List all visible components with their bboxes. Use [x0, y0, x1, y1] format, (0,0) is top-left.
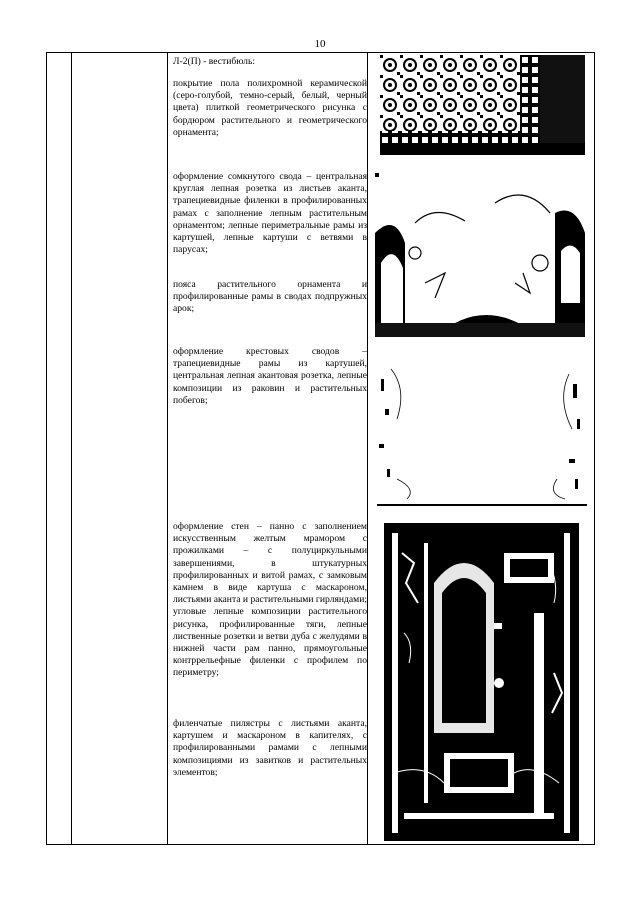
wall-panel-photo: [384, 523, 579, 841]
paragraph-floor: покрытие пола полихромной керамической (серо-голубой, темно-серый, белый, черный цвета) плиткой геометрического рисунка с бордюром растительного и геометрического орнамента;: [173, 78, 367, 138]
paragraph-cross-vaults: оформление крестовых сводов – трапециевидные рамы из картушей, центральная лепная акантовая розетка, лепные композиции из раковин и растительных побегов;: [173, 346, 367, 406]
section-title: Л-2(П) - вестибюль:: [173, 56, 256, 67]
column-divider: [167, 53, 168, 844]
paragraph-vault: оформление сомкнутого свода – центральная круглая лепная розетка из листьев аканта, трапециевидные филенки в профилированных рамах с заполнение лепным растительным орнаментом; лепные периметральные рамы из картушей, лепные картуши с ветвями в парусах;: [173, 171, 367, 256]
paragraph-walls: оформление стен – панно с заполнением искусственным желтым мрамором с прожилками – с полуциркульными завершениями, в штукатурных профилированных и витой рамах, с замковым камнем в виде картуша с маскароном, листьями аканта и растительными гирляндами; угловые лепные композиции растительного рисунка, профилированные тяги, лепные лиственные розетки и ветви дуба с желудями в нижней части рам панно, прямоугольные контррельефные филенки с профилем по периметру;: [173, 521, 367, 679]
table: [46, 52, 595, 845]
page-number: 10: [314, 38, 326, 50]
column-divider: [71, 53, 72, 844]
floor-tile-photo: [380, 55, 585, 155]
paragraph-arches: пояса растительного орнамента и профилированные рамы в сводах подпружных арок;: [173, 279, 367, 315]
paragraph-pilasters: филенчатые пилястры с листьями аканта, картушем и маскароном в капителях, с профилированными рамами с лепными композициями из завитков и растительных элементов;: [173, 718, 367, 778]
cross-vault-photo: [377, 349, 587, 509]
column-divider: [367, 53, 368, 844]
vault-photo: [375, 173, 585, 337]
